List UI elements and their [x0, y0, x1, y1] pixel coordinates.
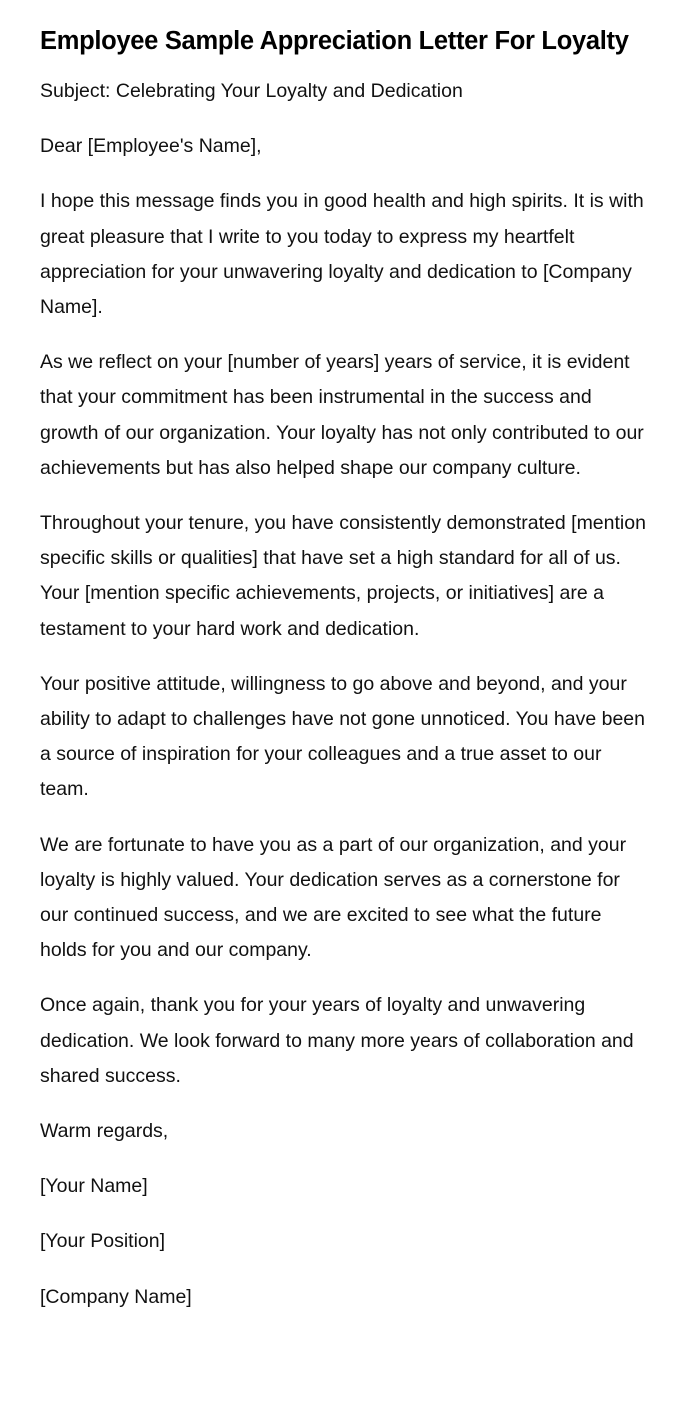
letter-paragraph: Once again, thank you for your years of loyalty and unwavering dedication. We look forward to many more years of collaboration and shared success. [40, 994, 634, 1087]
signature-position: [Your Position] [40, 1230, 166, 1253]
letter-paragraph: Throughout your tenure, you have consistently demonstrated [mention specific skills or qualities] that have set a high standard for all of us. Your [mention specific achievements, projects, or initiatives] are a testament to your hard work and dedication. [40, 512, 646, 640]
letter-document [40, 22, 650, 1335]
letter-paragraph: We are fortunate to have you as a part of our organization, and your loyalty is highly valued. Your dedication serves as a cornerstone for our continued success, and we are excited to see what the future holds for you and our company. [40, 833, 627, 962]
page-title: Employee Sample Appreciation Letter For Loyalty [40, 27, 629, 55]
signature-company: [Company Name] [40, 1285, 192, 1308]
letter-paragraph: Your positive attitude, willingness to go above and beyond, and your ability to adapt to challenges have not gone unnoticed. You have been a source of inspiration for your colleagues and a true asset to our team. [40, 672, 645, 801]
letter-paragraph: As we reflect on your [number of years] years of service, it is evident that your commitment has been instrumental in the success and growth of our organization. Your loyalty has not only contributed to our achievements but has also helped shape our company culture. [40, 351, 644, 479]
letter-closing: Warm regards, [40, 1120, 169, 1143]
letter-subject: Subject: Celebrating Your Loyalty and Dedication [40, 80, 463, 102]
letter-salutation: Dear [Employee's Name], [40, 135, 262, 158]
letter-paragraph: I hope this message finds you in good health and high spirits. It is with great pleasure that I write to you today to express my heartfelt appreciation for your unwavering loyalty and dedication to [Company Name]. [40, 190, 644, 319]
signature-name: [Your Name] [40, 1175, 148, 1198]
